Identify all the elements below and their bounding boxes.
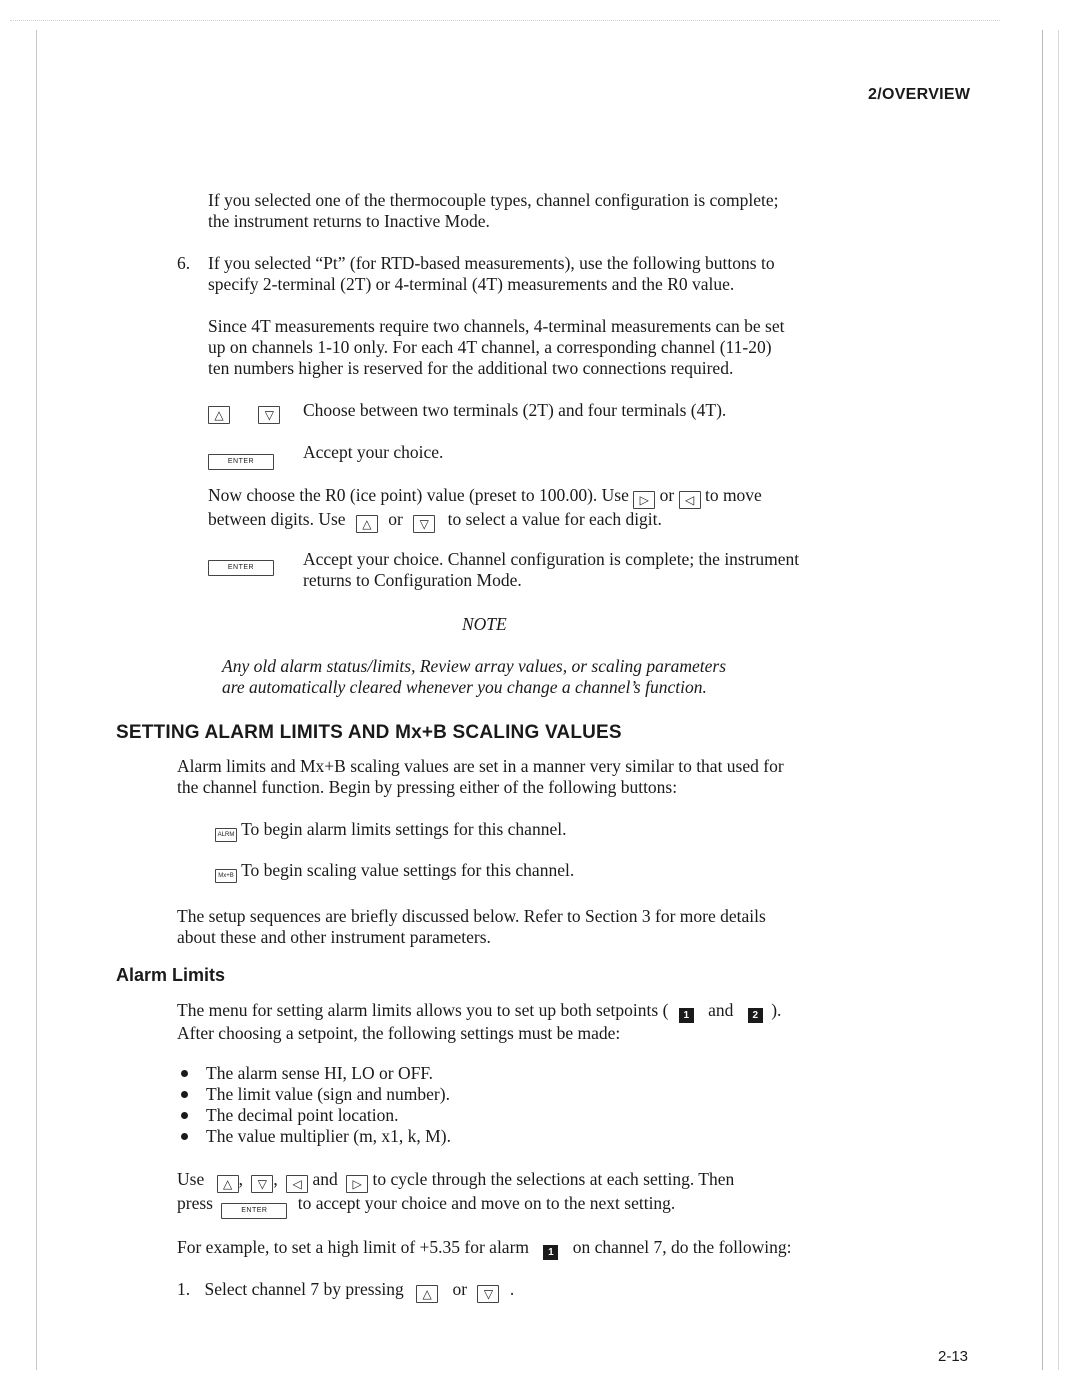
text-line: If you selected one of the thermocouple types, channel configuration is complete; (208, 190, 779, 210)
text-line: ten numbers higher is reserved for the additional two connections required. (208, 358, 734, 378)
text-span: to cycle through the selections at each setting. Then (372, 1169, 735, 1189)
text-span: , (273, 1169, 278, 1189)
down-arrow-key-icon: ▽ (413, 515, 435, 533)
up-arrow-key-icon: △ (217, 1175, 239, 1193)
enter-key-icon: ENTER (221, 1203, 287, 1219)
text-span: or (452, 1279, 468, 1299)
text-span: or (659, 485, 675, 505)
up-arrow-key-icon: △ (208, 406, 230, 424)
setpoint-1-icon: 1 (543, 1245, 558, 1260)
text-span: or (388, 509, 403, 529)
scan-right-edge (1042, 30, 1043, 1370)
text-line (177, 1169, 734, 1193)
list-item-text: The limit value (sign and number). (206, 1084, 450, 1104)
intro-paragraph (208, 190, 779, 232)
scan-left-edge (36, 30, 37, 1370)
text-span: on channel 7, do the following: (572, 1237, 792, 1257)
list-item (181, 1105, 451, 1126)
step6-paragraph (208, 253, 775, 295)
text-span: To begin alarm limits settings for this channel. (241, 819, 567, 839)
text-line (177, 1193, 734, 1219)
list-item (181, 1126, 451, 1147)
note-body (222, 656, 726, 698)
key-row-terminals-text: Choose between two terminals (2T) and four terminals (4T). (303, 400, 727, 420)
setpoint-2-icon: 2 (748, 1008, 763, 1023)
enter-key-label: ENTER (208, 560, 274, 576)
text-span: Use (177, 1169, 205, 1189)
right-arrow-key-icon: ▷ (633, 491, 655, 509)
key-row-terminals (208, 400, 280, 424)
list-item (181, 1084, 451, 1105)
scan-binding-edge (1058, 30, 1059, 1370)
text-span: to move (704, 485, 762, 505)
setpoint-1-icon: 1 (679, 1008, 694, 1023)
down-arrow-key-icon: ▽ (258, 406, 280, 424)
text-span: , (238, 1169, 243, 1189)
text-span: and (708, 1000, 734, 1020)
subsection-heading: Alarm Limits (116, 965, 226, 985)
enter-key-icon (208, 444, 274, 470)
text-line: The setup sequences are briefly discussed below. Refer to Section 3 for more details (177, 906, 766, 926)
right-arrow-key-icon: ▷ (346, 1175, 368, 1193)
step-1 (177, 1279, 514, 1303)
enter-key-label: ENTER (208, 454, 274, 470)
text-span: Now choose the R0 (ice point) value (preset to 100.00). Use (208, 485, 629, 505)
mxb-key-icon: Mx+B (215, 869, 237, 883)
list-item-text: The alarm sense HI, LO or OFF. (206, 1063, 434, 1083)
text-line (177, 1000, 781, 1023)
bullet-icon (181, 1112, 188, 1119)
bullet-icon (181, 1091, 188, 1098)
section-intro (177, 756, 784, 798)
page-number: 2-13 (938, 1348, 969, 1365)
up-arrow-key-icon: △ (416, 1285, 438, 1303)
settings-list (181, 1063, 451, 1147)
step6-4t-paragraph (208, 316, 785, 379)
text-line: returns to Configuration Mode. (303, 570, 522, 590)
text-line: up on channels 1-10 only. For each 4T channel, a corresponding channel (11-20) (208, 337, 772, 357)
page-header: 2/OVERVIEW (868, 86, 971, 103)
text-span: press (177, 1193, 213, 1213)
scan-top-rule (10, 20, 1000, 21)
text-line: After choosing a setpoint, the following settings must be made: (177, 1023, 621, 1043)
text-span: to select a value for each digit. (447, 509, 662, 529)
section-setup-paragraph (177, 906, 766, 948)
use-keys-paragraph (177, 1169, 734, 1219)
key-row-complete-text (303, 549, 799, 591)
text-span: To begin scaling value settings for this channel. (241, 860, 575, 880)
down-arrow-key-icon: ▽ (251, 1175, 273, 1193)
alrm-key-icon: ALRM (215, 828, 237, 842)
text-line: Alarm limits and Mx+B scaling values are set in a manner very similar to that used for (177, 756, 784, 776)
list-item (181, 1063, 451, 1084)
bullet-icon (181, 1070, 188, 1077)
text-line: about these and other instrument parameters. (177, 927, 491, 947)
down-arrow-key-icon: ▽ (477, 1285, 499, 1303)
text-line: Since 4T measurements require two channels, 4-terminal measurements can be set (208, 316, 785, 336)
example-paragraph (177, 1237, 792, 1260)
mxb-button-row (215, 860, 574, 883)
text-span: to accept your choice and move on to the next setting. (297, 1193, 676, 1213)
text-line (208, 509, 762, 533)
text-span: . (509, 1279, 515, 1299)
text-span: and (312, 1169, 338, 1189)
text-line: the channel function. Begin by pressing either of the following buttons: (177, 777, 678, 797)
text-line: Any old alarm status/limits, Review array values, or scaling parameters (222, 656, 727, 676)
text-line: specify 2-terminal (2T) or 4-terminal (4T) measurements and the R0 value. (208, 274, 735, 294)
note-title: NOTE (462, 614, 507, 634)
left-arrow-key-icon: ◁ (679, 491, 701, 509)
text-line (208, 485, 762, 509)
r0-paragraph (208, 485, 762, 533)
step-number-1: 1. (177, 1279, 191, 1299)
alarm-intro (177, 1000, 781, 1044)
up-arrow-key-icon: △ (356, 515, 378, 533)
key-row-accept-text: Accept your choice. (303, 442, 444, 462)
section-heading: SETTING ALARM LIMITS AND Mx+B SCALING VALUES (116, 722, 622, 743)
bullet-icon (181, 1133, 188, 1140)
text-line: If you selected “Pt” (for RTD-based measurements), use the following buttons to (208, 253, 775, 273)
text-span: ). (771, 1000, 782, 1020)
enter-key-icon (208, 550, 274, 576)
alarm-button-row (215, 819, 566, 842)
text-span: Select channel 7 by pressing (204, 1279, 404, 1299)
text-span: The menu for setting alarm limits allows you to set up both setpoints ( (177, 1000, 669, 1020)
text-line: the instrument returns to Inactive Mode. (208, 211, 490, 231)
step-number-6: 6. (177, 253, 191, 273)
list-item-text: The decimal point location. (206, 1105, 399, 1125)
text-span: between digits. Use (208, 509, 346, 529)
text-line: Accept your choice. Channel configuration is complete; the instrument (303, 549, 800, 569)
text-span: For example, to set a high limit of +5.35 for alarm (177, 1237, 530, 1257)
list-item-text: The value multiplier (m, x1, k, M). (206, 1126, 451, 1146)
left-arrow-key-icon: ◁ (286, 1175, 308, 1193)
text-line: are automatically cleared whenever you change a channel’s function. (222, 677, 707, 697)
